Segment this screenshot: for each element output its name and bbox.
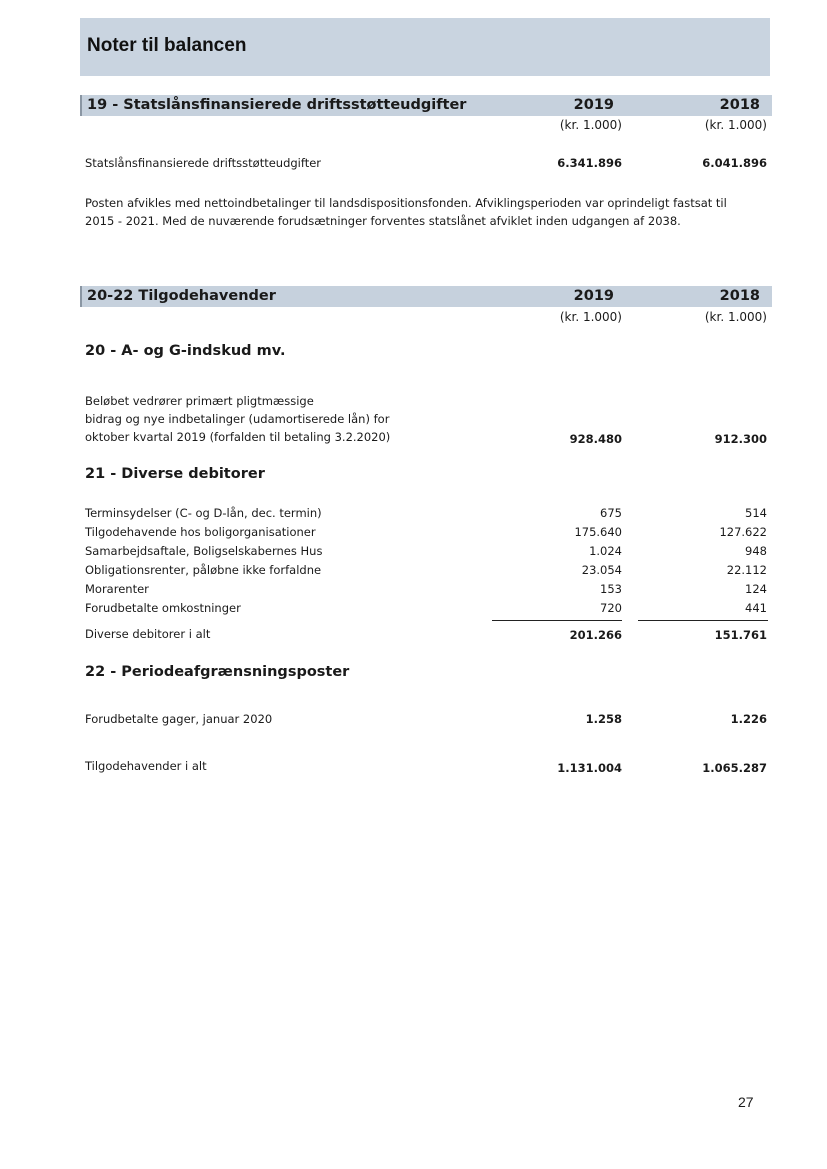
value-2019: 175.640 xyxy=(574,525,622,539)
row-label: Samarbejdsaftale, Boligselskabernes Hus xyxy=(85,544,323,558)
year-2019: 2019 xyxy=(573,288,614,304)
unit-2019: (kr. 1.000) xyxy=(559,118,622,132)
value-2018: 22.112 xyxy=(726,563,767,577)
year-2019: 2019 xyxy=(573,97,614,113)
value-2019: 1.258 xyxy=(585,712,622,726)
value-2018: 124 xyxy=(745,582,767,596)
value-2019: 720 xyxy=(600,601,622,615)
total-2018: 151.761 xyxy=(714,628,767,642)
unit-2018: (kr. 1.000) xyxy=(704,310,767,324)
row-label: Statslånsfinansierede driftsstøtteudgifter xyxy=(85,156,322,170)
grand-total-label: Tilgodehavender i alt xyxy=(85,759,207,773)
note20-line: bidrag og nye indbetalinger (udamortiserede lån) for xyxy=(85,412,390,426)
value-2019: 23.054 xyxy=(581,563,622,577)
row-label: Tilgodehavende hos boligorganisationer xyxy=(85,525,316,539)
value-2018: 127.622 xyxy=(719,525,767,539)
note21-title: 21 - Diverse debitorer xyxy=(85,466,265,482)
note19-header xyxy=(80,95,772,116)
value-2018: 1.226 xyxy=(730,712,767,726)
value-2019: 675 xyxy=(600,506,622,520)
row-label: Forudbetalte omkostninger xyxy=(85,601,241,615)
note19-text: Posten afvikles med nettoindbetalinger til landsdispositionsfonden. Afviklingsperioden var oprindeligt fastsat til 2015 - 2021. Med de nuværende forudsætninger forventes statslånet afviklet inden udgangen af 2038. xyxy=(85,196,727,228)
value-2018: 912.300 xyxy=(714,432,767,446)
value-2018: 6.041.896 xyxy=(702,156,767,170)
sum-rule xyxy=(492,620,622,621)
total-label: Diverse debitorer i alt xyxy=(85,627,211,641)
value-2019: 1.024 xyxy=(589,544,622,558)
page-number: 27 xyxy=(738,1094,754,1110)
grand-total-2019: 1.131.004 xyxy=(557,761,622,775)
value-2018: 514 xyxy=(745,506,767,520)
note2022-header xyxy=(80,286,772,307)
row-label: Forudbetalte gager, januar 2020 xyxy=(85,712,273,726)
note20-line: Beløbet vedrører primært pligtmæssige xyxy=(85,394,314,408)
row-label: Morarenter xyxy=(85,582,149,596)
total-2019: 201.266 xyxy=(569,628,622,642)
note20-title: 20 - A- og G-indskud mv. xyxy=(85,343,286,359)
page-title: Noter til balancen xyxy=(87,35,247,56)
unit-2019: (kr. 1.000) xyxy=(559,310,622,324)
value-2019: 928.480 xyxy=(569,432,622,446)
value-2018: 948 xyxy=(745,544,767,558)
note2022-heading: 20-22 Tilgodehavender xyxy=(87,288,276,304)
note19-heading: 19 - Statslånsfinansierede driftsstøtteudgifter xyxy=(87,97,467,113)
sum-rule xyxy=(638,620,768,621)
row-label: Terminsydelser (C- og D-lån, dec. termin) xyxy=(85,506,322,520)
value-2018: 441 xyxy=(745,601,767,615)
note20-line: oktober kvartal 2019 (forfalden til betaling 3.2.2020) xyxy=(85,430,391,444)
unit-2018: (kr. 1.000) xyxy=(704,118,767,132)
page-header xyxy=(80,18,770,76)
value-2019: 6.341.896 xyxy=(557,156,622,170)
grand-total-2018: 1.065.287 xyxy=(702,761,767,775)
year-2018: 2018 xyxy=(719,97,760,113)
note22-title: 22 - Periodeafgrænsningsposter xyxy=(85,664,350,680)
row-label: Obligationsrenter, påløbne ikke forfaldne xyxy=(85,563,322,577)
year-2018: 2018 xyxy=(719,288,760,304)
value-2019: 153 xyxy=(600,582,622,596)
